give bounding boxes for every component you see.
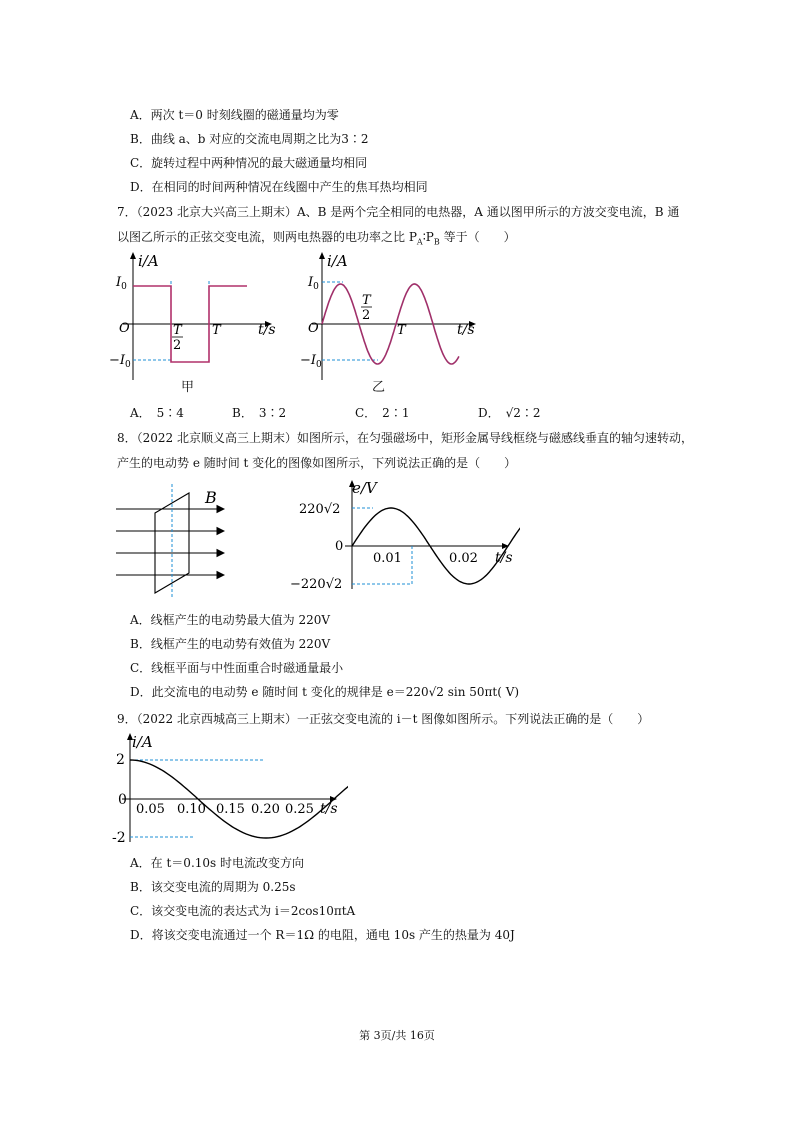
q8-stem-line1: 8．（2022 北京顺义高三上期末）如图所示，在匀强磁场中，矩形金属导线框绕与磁感线垂直的轴匀速转动， xyxy=(117,431,693,445)
q9-option-d: D．将该交变电流通过一个 R＝1Ω 的电阻，通电 10s 产生的热量为 40J xyxy=(130,928,515,942)
figure-emf-graph xyxy=(285,477,520,597)
y-max-label: 2 xyxy=(116,752,125,768)
y-pos-label: $I_0$ xyxy=(116,275,127,292)
period-label: T xyxy=(212,323,221,338)
origin-label: 0 xyxy=(118,792,127,808)
y-min-label: -2 xyxy=(112,830,126,845)
x-tick-0.25: 0.25 xyxy=(285,802,314,817)
half-period-den: 2 xyxy=(362,308,371,323)
y-axis-arrow xyxy=(319,252,325,259)
half-period-num: T xyxy=(362,293,371,308)
y-axis-label: e/V xyxy=(352,479,377,497)
x-axis-label: t/s xyxy=(258,322,276,338)
y-axis-label: i/A xyxy=(327,252,348,270)
y-pos-label: $I_0$ xyxy=(308,275,319,292)
q7-stem-line1: 7．（2023 北京大兴高三上期末）A、B 是两个完全相同的电热器，A 通以图甲所示的方波交变电流，B 通 xyxy=(117,205,680,219)
q8-option-d: D．此交流电的电动势 e 随时间 t 变化的规律是 e＝220√2 sin 50πt( V) xyxy=(130,685,520,699)
y-axis-label: i/A xyxy=(138,252,159,270)
y-neg-label: $-I_0$ xyxy=(109,353,131,370)
half-period-num: T xyxy=(173,323,182,338)
rectangular-coil xyxy=(155,493,189,593)
x-tick-0.01: 0.01 xyxy=(373,551,402,566)
page-footer: 第 3页/共 16页 xyxy=(359,1029,435,1042)
x-tick-0.15: 0.15 xyxy=(216,802,245,817)
x-axis-label: t/s xyxy=(495,550,513,566)
q8-option-b: B．线框产生的电动势有效值为 220V xyxy=(130,637,331,651)
y-neg-label: $-I_0$ xyxy=(300,353,322,370)
x-tick-0.05: 0.05 xyxy=(136,802,165,817)
y-max-label: 220√2 xyxy=(299,502,341,517)
x-axis-label: t/s xyxy=(457,322,475,338)
figure-current-graph xyxy=(108,730,348,845)
origin-label: 0 xyxy=(335,539,344,554)
field-label-b: B xyxy=(205,488,217,507)
q6-option-b: B．曲线 a、b 对应的交流电周期之比为3∶2 xyxy=(130,132,369,146)
x-axis-label: t/s xyxy=(320,801,338,817)
q8-option-c: C．线框平面与中性面重合时磁通量最小 xyxy=(130,661,344,675)
q7-option-c: C． 2∶1 xyxy=(355,406,410,420)
origin-label: O xyxy=(119,321,130,336)
q9-option-b: B．该交变电流的周期为 0.25s xyxy=(130,880,296,894)
q8-option-a: A．线框产生的电动势最大值为 220V xyxy=(130,613,331,627)
figure-magnetic-field xyxy=(112,483,232,598)
x-tick-0.02: 0.02 xyxy=(449,551,478,566)
q7-option-b: B． 3∶2 xyxy=(232,406,287,420)
y-axis-arrow xyxy=(130,252,136,259)
origin-label: O xyxy=(308,321,319,336)
x-tick-0.10: 0.10 xyxy=(177,802,206,817)
q8-stem-line2: 产生的电动势 e 随时间 t 变化的图像如图所示，下列说法正确的是（ ） xyxy=(117,456,517,470)
q9-stem: 9．（2022 北京西城高三上期末）一正弦交变电流的 i－t 图像如图所示。下列说法正确的是（ ） xyxy=(117,712,650,726)
figure-square-wave xyxy=(108,250,278,400)
x-tick-0.20: 0.20 xyxy=(251,802,280,817)
caption-yi: 乙 xyxy=(372,380,386,395)
period-label: T xyxy=(397,323,406,338)
y-axis-label: i/A xyxy=(132,733,153,751)
y-min-label: −220√2 xyxy=(290,577,343,592)
q9-option-c: C．该交变电流的表达式为 i＝2cos10πtA xyxy=(130,904,356,918)
q7-stem-line2: 以图乙所示的正弦交变电流，则两电热器的电功率之比 $P_A∶P_B$ 等于（ ） xyxy=(117,230,516,247)
caption-jia: 甲 xyxy=(181,380,195,395)
q7-option-a: A． 5∶4 xyxy=(130,406,184,420)
q6-option-d: D．在相同的时间两种情况在线圈中产生的焦耳热均相同 xyxy=(130,180,428,194)
q6-option-a: A．两次 t＝0 时刻线圈的磁通量均为零 xyxy=(130,108,339,122)
figure-sine-wave xyxy=(300,250,480,400)
q7-option-d: D． √2∶2 xyxy=(478,406,541,420)
q9-option-a: A．在 t＝0.10s 时电流改变方向 xyxy=(130,856,304,870)
q6-option-c: C．旋转过程中两种情况的最大磁通量均相同 xyxy=(130,156,368,170)
half-period-den: 2 xyxy=(173,338,182,353)
